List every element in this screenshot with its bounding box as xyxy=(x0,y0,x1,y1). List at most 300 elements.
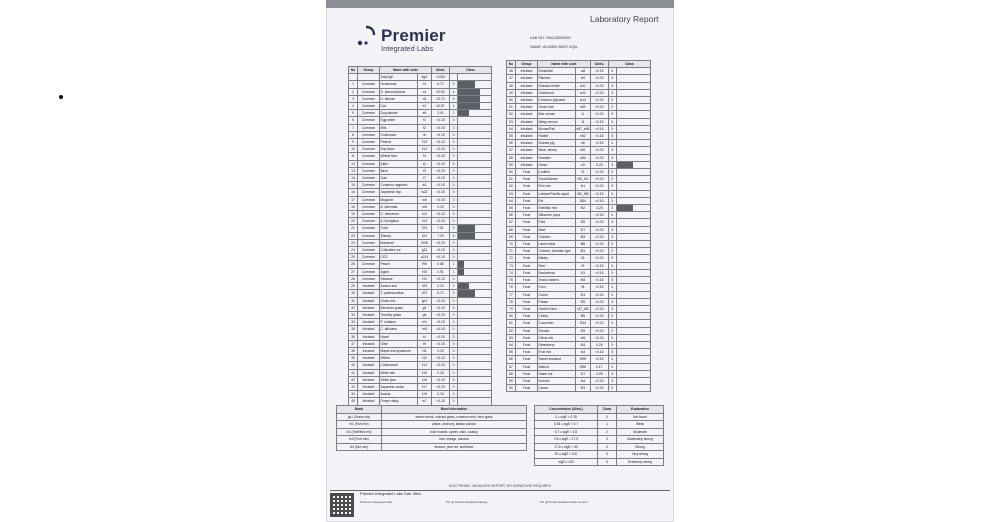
row-group: Food xyxy=(516,284,538,291)
row-class: 0 xyxy=(608,298,616,305)
class-bar-fill xyxy=(458,261,464,267)
table-row xyxy=(507,377,651,384)
row-number: 56 xyxy=(507,140,516,147)
class-bar xyxy=(458,103,492,110)
row-group: Food xyxy=(516,334,538,341)
row-number: 58 xyxy=(507,154,516,161)
row-allergen-name: Cottonwood xyxy=(380,362,418,369)
row-group: Inhalant xyxy=(358,383,380,390)
row-allergen-code: m3 xyxy=(418,218,432,225)
class-bar-fill xyxy=(458,283,469,289)
row-group: Food xyxy=(516,183,538,190)
class-bar xyxy=(458,167,492,174)
row-value: <0.15 xyxy=(590,356,608,363)
row-allergen-name: Fish mix xyxy=(538,183,576,190)
class-bar xyxy=(458,146,492,153)
row-number: 35 xyxy=(349,326,358,333)
row-number: 63 xyxy=(507,190,516,197)
table-row xyxy=(507,205,651,212)
row-number: 16 xyxy=(349,189,358,196)
band-row xyxy=(337,413,527,421)
class-bar xyxy=(458,88,492,95)
row-allergen-name: Common ragweed xyxy=(380,182,418,189)
table-row xyxy=(349,95,492,102)
class-bar xyxy=(458,131,492,138)
row-class: 0 xyxy=(450,218,458,225)
conc-explanation: Not found xyxy=(617,413,664,421)
row-value: <0.15 xyxy=(432,247,450,254)
row-allergen-name: Citrus mix xyxy=(538,334,576,341)
class-bar xyxy=(458,160,492,167)
class-bar xyxy=(458,239,492,246)
row-number: 28 xyxy=(349,275,358,282)
class-bar xyxy=(616,205,650,212)
class-bar xyxy=(616,284,650,291)
row-class: 0 xyxy=(608,212,616,219)
row-class: 0 xyxy=(450,275,458,282)
row-value: <0.15 xyxy=(590,334,608,341)
row-allergen-code: i3 xyxy=(576,118,591,125)
table-row xyxy=(507,262,651,269)
row-class: 0 xyxy=(450,347,458,354)
row-value: <0.15 xyxy=(432,376,450,383)
row-class: 0 xyxy=(608,313,616,320)
row-number: 43 xyxy=(349,383,358,390)
class-bar xyxy=(458,95,492,102)
row-allergen-name: Plantain xyxy=(538,75,576,82)
row-allergen-name: Horse hair xyxy=(538,104,576,111)
class-bar xyxy=(616,190,650,197)
row-group: Inhalant xyxy=(516,97,538,104)
row-number: 41 xyxy=(349,369,358,376)
table-row xyxy=(349,139,492,146)
band-info: kiwi, mango, banana xyxy=(382,436,527,444)
conc-range: 3.5 ≤ sIgE < 17.5 xyxy=(535,436,598,444)
row-allergen-code: t14 xyxy=(418,362,432,369)
band-info: almond, pine nut, sunflower xyxy=(382,443,527,451)
row-value: <0.15 xyxy=(590,154,608,161)
band-name: fx4 (Nut mix) xyxy=(337,443,382,451)
row-number: 31 xyxy=(349,297,358,304)
row-number: 87 xyxy=(507,363,516,370)
row-allergen-code: i1 xyxy=(576,111,591,118)
class-bar xyxy=(616,75,650,82)
class-bar xyxy=(616,104,650,111)
row-allergen-code: f27 xyxy=(576,226,591,233)
table-row xyxy=(507,363,651,370)
row-allergen-code: f85 xyxy=(576,313,591,320)
row-allergen-name: Buckwheat xyxy=(538,269,576,276)
row-value: <0.15 xyxy=(590,97,608,104)
table-row xyxy=(507,219,651,226)
row-value: <0.15 xyxy=(432,275,450,282)
row-class: 0 xyxy=(450,340,458,347)
row-allergen-name: Eel xyxy=(538,197,576,204)
row-allergen-code: f6 xyxy=(576,255,591,262)
row-group: Common xyxy=(358,124,380,131)
row-value: <0.15 xyxy=(432,333,450,340)
conc-explanation: Weak xyxy=(617,421,664,429)
row-value: <0.15 xyxy=(590,255,608,262)
table-row xyxy=(507,334,651,341)
header-name: Name with code xyxy=(380,67,432,74)
row-number: 59 xyxy=(507,161,516,168)
table-header-row xyxy=(507,61,651,68)
row-allergen-code: t19 xyxy=(418,391,432,398)
conc-row xyxy=(535,443,664,451)
row-group: Inhalant xyxy=(516,75,538,82)
row-allergen-code: t16 xyxy=(418,376,432,383)
row-allergen-code: m5 xyxy=(418,326,432,333)
row-value: 23.74 xyxy=(432,95,450,102)
band-info: sweet vernal, orchard grass, common reed, bent grass xyxy=(382,413,527,421)
row-value: <0.15 xyxy=(590,219,608,226)
table-row xyxy=(349,239,492,246)
row-allergen-code: i6 xyxy=(418,131,432,138)
row-allergen-code: w8 xyxy=(576,68,591,75)
class-bar xyxy=(616,241,650,248)
row-class: 0 xyxy=(608,241,616,248)
class-bar xyxy=(458,311,492,318)
row-number: 68 xyxy=(507,226,516,233)
table-row xyxy=(349,160,492,167)
row-number: 84 xyxy=(507,341,516,348)
class-bar xyxy=(458,304,492,311)
row-allergen-name: Peanut xyxy=(380,139,418,146)
row-number: 73 xyxy=(507,262,516,269)
row-class: 0 xyxy=(450,297,458,304)
class-bar-fill xyxy=(458,96,480,102)
row-class: 0 xyxy=(608,327,616,334)
class-bar-fill xyxy=(458,103,480,109)
row-allergen-code: f9 xyxy=(576,262,591,269)
address-2: PIL @ Pantai Hospital Ampang xyxy=(446,500,488,504)
row-number: 90 xyxy=(507,385,516,392)
row-class: 0 xyxy=(608,154,616,161)
conc-class: 4 xyxy=(598,443,617,451)
table-row xyxy=(349,383,492,390)
row-class: 0 xyxy=(608,147,616,154)
row-allergen-code: m6 xyxy=(418,203,432,210)
table-row xyxy=(349,376,492,383)
band-info-table xyxy=(336,405,527,451)
header-no: No xyxy=(349,67,358,74)
class-bar xyxy=(616,349,650,356)
row-class: 0 xyxy=(608,190,616,197)
row-group: Common xyxy=(358,239,380,246)
table-row xyxy=(349,304,492,311)
row-number: 9 xyxy=(349,139,358,146)
row-class: 0 xyxy=(450,247,458,254)
photo-edge xyxy=(326,0,674,8)
row-number: 26 xyxy=(349,261,358,268)
lab-name: Premier xyxy=(381,26,446,45)
conc-explanation: Moderately strong xyxy=(617,436,664,444)
class-bar xyxy=(616,197,650,204)
row-allergen-name: Horse xyxy=(538,161,576,168)
class-bar xyxy=(616,385,650,392)
class-bar xyxy=(616,298,650,305)
conc-range: 0.35 ≤ sIgE < 0.7 xyxy=(535,421,598,429)
class-bar xyxy=(616,341,650,348)
table-row xyxy=(349,211,492,218)
row-allergen-name: Bee venom xyxy=(538,111,576,118)
row-value: <0.15 xyxy=(590,104,608,111)
row-group: Food xyxy=(516,305,538,312)
row-group: Food xyxy=(516,176,538,183)
table-row xyxy=(349,347,492,354)
row-group: Common xyxy=(358,110,380,117)
table-row xyxy=(349,283,492,290)
row-allergen-name: Olive xyxy=(380,340,418,347)
row-value: <0.15 xyxy=(590,298,608,305)
row-number: 30 xyxy=(349,290,358,297)
row-group: Inhalant xyxy=(516,147,538,154)
premier-logo-icon xyxy=(356,25,376,47)
row-allergen-code: f25 xyxy=(576,327,591,334)
table-header-row xyxy=(349,67,492,74)
class-bar xyxy=(616,327,650,334)
class-bar xyxy=(616,68,650,75)
row-number: 60 xyxy=(507,169,516,176)
row-allergen-name: T. putrescentiae xyxy=(380,290,418,297)
row-allergen-name: Mouse/Rat xyxy=(538,125,576,132)
table-row xyxy=(349,175,492,182)
table-row xyxy=(507,161,651,168)
row-number: 53 xyxy=(507,118,516,125)
row-allergen-name: Goldenrod xyxy=(538,89,576,96)
row-allergen-name: Cucumber xyxy=(538,320,576,327)
row-class: 0 xyxy=(608,377,616,384)
row-value: <0.15 xyxy=(432,398,450,405)
row-number: 69 xyxy=(507,233,516,240)
row-allergen-name: Walnut xyxy=(538,363,576,370)
class-bar xyxy=(458,261,492,268)
row-allergen-code: d1 xyxy=(418,88,432,95)
table-row xyxy=(349,131,492,138)
row-allergen-code: w6 xyxy=(418,196,432,203)
row-value: <0.15 xyxy=(432,146,450,153)
row-value: <0.15 xyxy=(590,176,608,183)
row-value: 20.53 xyxy=(432,88,450,95)
table-row xyxy=(349,189,492,196)
row-class: 0 xyxy=(608,68,616,75)
row-group: Food xyxy=(516,212,538,219)
row-value: <0.15 xyxy=(432,182,450,189)
row-allergen-name: Hazel xyxy=(380,333,418,340)
table-row xyxy=(507,255,651,262)
company-name: Premier Integrated Labs Sdn. Bhd. xyxy=(360,491,422,496)
address-1: Premier Integrated Labs xyxy=(360,500,393,504)
table-row xyxy=(349,391,492,398)
class-bar xyxy=(616,363,650,370)
row-group: Common xyxy=(358,196,380,203)
row-number: 34 xyxy=(349,319,358,326)
row-number: 55 xyxy=(507,133,516,140)
row-allergen-code: g6 xyxy=(418,311,432,318)
row-allergen-code: f244 xyxy=(576,320,591,327)
row-allergen-name: Dandelion xyxy=(538,68,576,75)
row-allergen-name: Japanese hop xyxy=(380,189,418,196)
table-row xyxy=(507,133,651,140)
row-allergen-code: e84 xyxy=(576,154,591,161)
table-row xyxy=(507,370,651,377)
row-allergen-name: Guinea pig xyxy=(538,140,576,147)
row-number: 46 xyxy=(507,68,516,75)
class-bar xyxy=(458,319,492,326)
header-class: Class xyxy=(608,61,650,68)
row-value: <0.15 xyxy=(432,131,450,138)
row-group: Common xyxy=(358,88,380,95)
table-row xyxy=(349,362,492,369)
row-number: 65 xyxy=(507,205,516,212)
row-allergen-code: e5 xyxy=(418,110,432,117)
row-allergen-name: Shellfish mix xyxy=(538,205,576,212)
row-class: 0 xyxy=(608,370,616,377)
table-row xyxy=(349,232,492,239)
row-allergen-code: t9 xyxy=(418,340,432,347)
row-allergen-name: CCD xyxy=(380,254,418,261)
row-group: Inhalant xyxy=(516,133,538,140)
row-group: Inhalant xyxy=(516,111,538,118)
row-number: 66 xyxy=(507,212,516,219)
band-header: Band xyxy=(337,406,382,414)
table-row xyxy=(349,196,492,203)
conc-range: sIgE ≥ 100 xyxy=(535,458,598,466)
row-class: 0 xyxy=(608,133,616,140)
concentration-table xyxy=(534,405,664,466)
row-number: 21 xyxy=(349,225,358,232)
results-table-left xyxy=(348,66,492,406)
table-row xyxy=(349,117,492,124)
row-allergen-code: f13 xyxy=(418,139,432,146)
band-row xyxy=(337,436,527,444)
class-bar xyxy=(458,355,492,362)
address-3: PIL @ Pusat Hospital Kuala Lumpur xyxy=(540,500,588,504)
row-number: 1 xyxy=(349,81,358,88)
row-number: 24 xyxy=(349,247,358,254)
row-allergen-code: m1 xyxy=(418,319,432,326)
row-class: 0 xyxy=(450,203,458,210)
row-allergen-name: Grass mix xyxy=(380,297,418,304)
row-group: Common xyxy=(358,146,380,153)
class-bar xyxy=(616,305,650,312)
row-class: 0 xyxy=(450,333,458,340)
class-bar xyxy=(616,118,650,125)
row-number: 29 xyxy=(349,283,358,290)
table-row xyxy=(507,298,651,305)
row-value: <0.15 xyxy=(590,313,608,320)
class-bar xyxy=(458,189,492,196)
row-group: Food xyxy=(516,363,538,370)
class-bar-fill xyxy=(458,110,469,116)
row-number: 82 xyxy=(507,327,516,334)
row-allergen-code: t7 xyxy=(418,175,432,182)
row-allergen-name: Milk xyxy=(380,124,418,131)
row-allergen-name: Mackerel xyxy=(380,239,418,246)
table-row xyxy=(349,225,492,232)
row-allergen-code: t2 xyxy=(418,160,432,167)
row-value: <0.15 xyxy=(590,305,608,312)
row-group: Inhalant xyxy=(516,125,538,132)
row-allergen-name: Pork xyxy=(538,219,576,226)
row-value: <0.15 xyxy=(432,167,450,174)
row-class: 0 xyxy=(450,311,458,318)
row-class: 3 xyxy=(450,232,458,239)
row-value: <0.15 xyxy=(432,340,450,347)
row-class: 0 xyxy=(608,140,616,147)
table-row xyxy=(507,154,651,161)
table-row xyxy=(507,269,651,276)
class-bar xyxy=(616,334,650,341)
row-class: 0 xyxy=(450,146,458,153)
row-group: Food xyxy=(516,248,538,255)
row-value: 7.51 xyxy=(432,225,450,232)
row-value: <0.15 xyxy=(590,233,608,240)
row-class: 0 xyxy=(608,305,616,312)
row-group: Common xyxy=(358,81,380,88)
row-allergen-code: f206 xyxy=(418,239,432,246)
class-bar xyxy=(616,140,650,147)
row-value: <0.15 xyxy=(590,262,608,269)
class-bar xyxy=(458,247,492,254)
row-value: <0.15 xyxy=(432,311,450,318)
row-allergen-name: Codfish xyxy=(538,169,576,176)
table-row xyxy=(507,147,651,154)
row-class: 0 xyxy=(450,139,458,146)
row-value: <0.15 xyxy=(590,349,608,356)
electronic-report-note: ELECTRONIC VALIDATED REPORT, NO SIGNATURE REQUIRED xyxy=(448,484,552,488)
row-allergen-name: Corn xyxy=(538,284,576,291)
row-class: 0 xyxy=(608,269,616,276)
row-allergen-name: A. fumigatus xyxy=(380,218,418,225)
class-bar xyxy=(458,139,492,146)
conc-row xyxy=(535,421,664,429)
class-bar xyxy=(458,326,492,333)
row-value: <0.15 xyxy=(590,320,608,327)
table-row xyxy=(507,284,651,291)
row-allergen-name: Housedust xyxy=(380,81,418,88)
class-bar xyxy=(616,262,650,269)
row-allergen-name: Crab xyxy=(380,225,418,232)
row-allergen-code: fx5 xyxy=(576,334,591,341)
row-allergen-code: f93 xyxy=(576,385,591,392)
table-row xyxy=(349,261,492,268)
row-group: Food xyxy=(516,233,538,240)
header-name: Name with code xyxy=(538,61,591,68)
row-number: 50 xyxy=(507,97,516,104)
row-allergen-name: Carrot xyxy=(538,291,576,298)
row-class: 0 xyxy=(608,248,616,255)
class-bar xyxy=(458,175,492,182)
row-allergen-code: t3 xyxy=(418,167,432,174)
class-bar xyxy=(616,169,650,176)
conc-range: 50 ≤ sIgE < 100 xyxy=(535,451,598,459)
class-bar xyxy=(616,370,650,377)
row-allergen-name: White ash xyxy=(380,369,418,376)
class-bar xyxy=(616,176,650,183)
row-number: 39 xyxy=(349,355,358,362)
row-value: <0.15 xyxy=(432,362,450,369)
row-group: Food xyxy=(516,277,538,284)
row-group: Inhalant xyxy=(358,333,380,340)
row-allergen-code: t11 xyxy=(418,347,432,354)
row-allergen-name: Cheese, cheddar type xyxy=(538,248,576,255)
row-class: 0 xyxy=(608,104,616,111)
class-bar xyxy=(458,124,492,131)
row-value: <0.15 xyxy=(590,291,608,298)
table-row xyxy=(507,248,651,255)
